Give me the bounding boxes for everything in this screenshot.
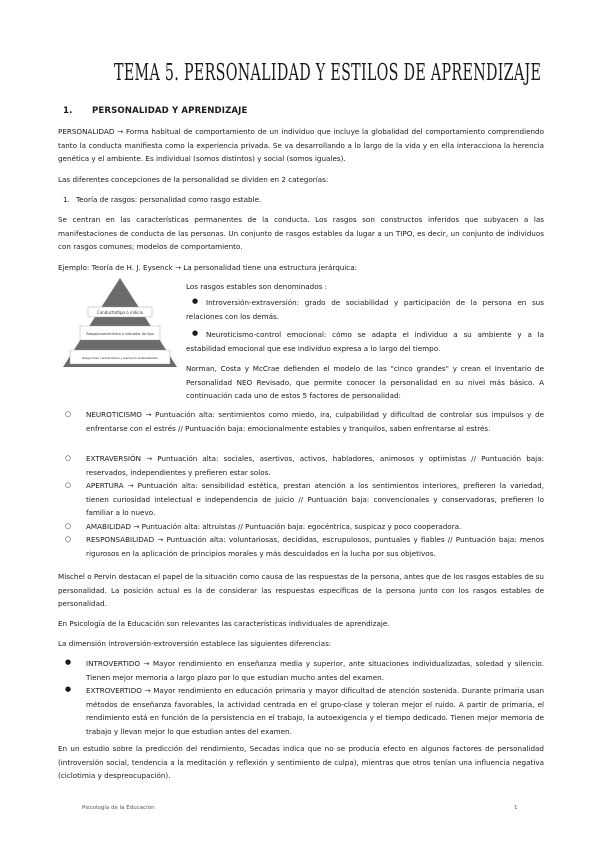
paragraph-mischel: Mischel o Pervin destacan el papel de la situación como causa de las respuestas de la persona, antes que de los rasgos estables de su personalidad. La posición actual es la de considerar las respuestas específicas de la persona junto con los rasgos estables de personalidad.: [58, 572, 544, 609]
bullet-introvertido: INTROVERTIDO → Mayor rendimiento en enseñanza media y superior, ante situaciones individualizadas, soledad y silencio. Tienen mejor memoria a largo plazo por lo que estudian mucho antes del examen.: [86, 659, 544, 682]
paragraph-concepciones: Las diferentes concepciones de la personalidad se dividen en 2 categorías:: [58, 175, 329, 184]
footer-course: Psicología de la Educación: [82, 805, 155, 811]
pyramid-label-2: Rasgo/característica o indicador de tipo: [86, 332, 154, 336]
factor-responsabilidad: RESPONSABILIDAD → Puntuación alta: voluntariosas, decididas, escrupulosos, puntuales y fiables // Puntuación baja: menos rigurosos en la aplicación de principios morales y más descuidados en la lucha por sus objetivos.: [86, 535, 544, 558]
paragraph-dimension: La dimensión introversión-extroversión establece las siguientes diferencias:: [58, 639, 332, 648]
bullet-icon: ●: [65, 658, 72, 666]
paragraph-norman: Norman, Costa y McCrae defienden el modelo de las "cinco grandes" y crean el Inventario de Personalidad NEO Revisado, que permite conocer la personalidad en su nivel más básico. A continuación cada uno de estos 5 factores de personalidad:: [186, 364, 544, 401]
page-title: TEMA 5. PERSONALIDAD Y ESTILOS DE APRENDIZAJE: [114, 60, 542, 86]
hierarchy-pyramid-figure: [62, 277, 178, 368]
paragraph-rasgos: Se centran en las características permanentes de la conducta. Los rasgos son constructos inferidos que subyacen a las manifestaciones de conducta de las personas. Un conjunto de rasgos estables da lugar a un TIPO, es decir, un conjunto de individuos con rasgos comunes; modelos de comportamiento.: [58, 215, 544, 252]
circle-bullet-icon: ○: [65, 454, 72, 462]
section-title: PERSONALIDAD Y APRENDIZAJE: [92, 106, 248, 116]
paragraph-psicologia: En Psicología de la Educación son relevantes las características individuales de aprendizaje.: [58, 619, 390, 628]
section-number: 1.: [63, 106, 73, 116]
factor-extraversion: EXTRAVERSIÓN → Puntuación alta: sociales, asertivos, activos, habladores, animosos y optimistas // Puntuación baja: reservados, independientes y prefieren estar solos.: [86, 454, 544, 477]
section-heading: [63, 106, 247, 116]
factor-neuroticismo: NEUROTICISMO → Puntuación alta: sentimientos como miedo, ira, culpabilidad y dificultad de controlar sus impulsos y de enfrentarse con el estrés // Puntuación baja: emocionalmente estables y tranquilos, saben enfrentarse al estrés.: [86, 410, 544, 433]
circle-bullet-icon: ○: [65, 410, 72, 418]
bullet-icon: ●: [65, 685, 72, 693]
circle-bullet-icon: ○: [65, 481, 72, 489]
paragraph-personalidad: PERSONALIDAD → Forma habitual de comportamiento de un individuo que incluye la globalidad del comportamiento comprendiendo tanto la conducta manifiesta como la experiencia privada. Se va desarrollando a lo largo de la vida y en ella interacciona la herencia genética y el ambiente. Es individual (somos distintos) y social (somos iguales).: [58, 127, 544, 164]
bullet-icon: ●: [192, 297, 199, 305]
bullet-extrovertido: EXTROVERTIDO → Mayor rendimiento en educación primaria y mayor dificultad de atención sostenida. Durante primaria usan métodos de enseñanza favorables, la actividad centrada en el grupo-clase y toleran mejor el ruido. A partir de primaria, el rendimiento está en función de la persistencia en el trabajo, la autoexigencia y el tiempo dedicado. Tienen mejor memoria de trabajo y llevan mejor lo que estudian antes del examen.: [86, 686, 544, 736]
item-text: Teoría de rasgos: personalidad como rasgo estable.: [76, 195, 262, 204]
bullet-introversion: Introversión-extraversión: grado de sociabilidad y participación de la persona en sus relaciones con los demás.: [186, 298, 544, 321]
circle-bullet-icon: ○: [65, 522, 72, 530]
bullet-icon: ●: [192, 329, 199, 337]
bullet-neuroticismo: Neuroticismo-control emocional: cómo se adapta el individuo a su ambiente y a la estabilidad emocional que ese individuo expresa a lo largo del tiempo.: [186, 330, 544, 353]
paragraph-estudio: En un estudio sobre la predicción del rendimiento, Secadas indica que no se producía efecto en algunos factores de personalidad (introversión social, tendencia a la meditación y reflexión y sentimiento de culpa), mientras que otros tenían una influencia negativa (ciclotimia y despreocupación).: [58, 744, 544, 781]
numbered-item: [63, 193, 261, 207]
circle-bullet-icon: ○: [65, 535, 72, 543]
footer-page-number: 1: [514, 805, 518, 811]
item-number: 1.: [63, 195, 70, 204]
factor-amabilidad: AMABILIDAD → Puntuación alta: altruistas // Puntuación baja: egocéntrica, suspicaz y poco cooperadora.: [86, 522, 462, 531]
factor-apertura: APERTURA → Puntuación alta: sensibilidad estética, prestan atención a los sentimientos interiores, prefieren la variedad, tienen curiosidad intelectual e independencia de juicio // Puntuación baja: convencionales y conservadoras, prefieren lo familiar a lo nuevo.: [86, 481, 544, 518]
paragraph-estables: Los rasgos estables son denominados :: [186, 282, 328, 291]
pyramid-label-3: Rasgo/clase característica y elemento sistematizado: [81, 356, 159, 360]
pyramid-label-1: Conducta/tipo o indicio: [96, 310, 144, 315]
paragraph-ejemplo: Ejemplo: Teoría de H. J. Eysenck → La personalidad tiene una estructura jerárquica:: [58, 263, 358, 272]
